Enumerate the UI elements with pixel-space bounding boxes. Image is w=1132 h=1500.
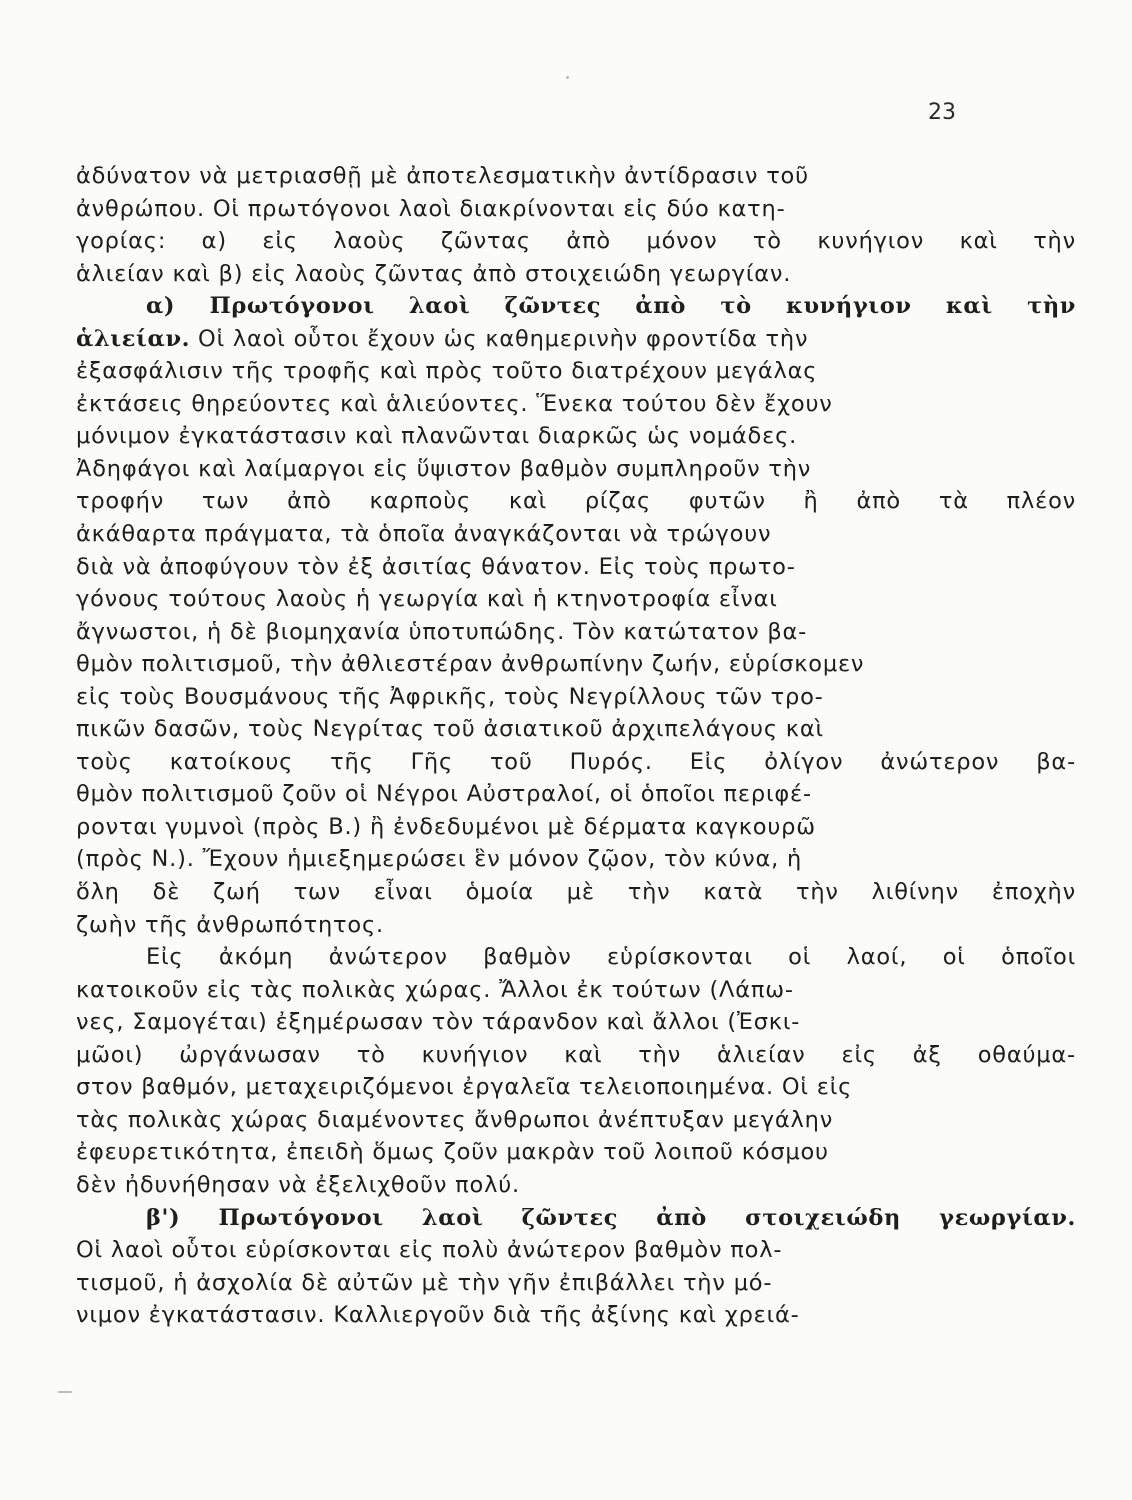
- scan-speck: [566, 76, 569, 79]
- text-line: [76, 453, 1076, 486]
- text-line: [76, 225, 1076, 258]
- text-line: [76, 1299, 1076, 1332]
- line-text: ἀνθρώπου. Οἱ πρωτόγονοι λαοὶ διακρίνονται εἰς δύο κατη-: [76, 195, 786, 222]
- line-text: Οἱ λαοὶ οὗτοι ἔχουν ὡς καθημερινὴν φροντίδα τὴν: [190, 325, 809, 352]
- line-text: τροφήν των ἀπὸ καρποὺς καὶ ρίζας φυτῶν ἢ ἀπὸ τὰ πλέον: [76, 488, 1077, 515]
- text-line: [76, 1234, 1076, 1267]
- text-line: [76, 551, 1076, 584]
- text-line: [76, 1169, 1076, 1202]
- line-text: στον βαθμόν, μεταχειριζόμενοι ἐργαλεῖα τελειοποιημένα. Οἱ εἰς: [76, 1074, 853, 1101]
- text-line: [76, 518, 1076, 551]
- line-text: ἁλιείαν καὶ β) εἰς λαοὺς ζῶντας ἀπὸ στοιχειώδη γεωργίαν.: [76, 260, 792, 287]
- line-text: θμὸν πολιτισμοῦ ζοῦν οἱ Νέγροι Αὐστραλοί, οἱ ὁποῖοι περιφέ-: [76, 781, 812, 808]
- text-line: [76, 876, 1076, 909]
- line-text: ἐφευρετικότητα, ἐπειδὴ ὅμως ζοῦν μακρὰν τοῦ λοιποῦ κόσμου: [76, 1139, 829, 1166]
- line-text: μόνιμον ἐγκατάστασιν καὶ πλανῶνται διαρκῶς ὡς νομάδες.: [76, 423, 798, 450]
- line-text: Εἰς ἀκόμη ἀνώτερον βαθμὸν εὑρίσκονται οἱ λαοί, οἱ ὁποῖοι: [146, 944, 1077, 971]
- text-line: [76, 583, 1076, 616]
- line-text: νιμον ἐγκατάστασιν. Καλλιεργοῦν διὰ τῆς ἀξίνης καὶ χρειά-: [76, 1302, 800, 1329]
- line-text: θμὸν πολιτισμοῦ, τὴν ἀθλιεστέραν ἀνθρωπίνην ζωήν, εὑρίσκομεν: [76, 651, 865, 678]
- text-line: [76, 160, 1076, 193]
- line-text: πικῶν δασῶν, τοὺς Νεγρίτας τοῦ ἀσιατικοῦ ἀρχιπελάγους καὶ: [76, 716, 824, 743]
- line-text: ἄγνωστοι, ἡ δὲ βιομηχανία ὑποτυπώδης. Τὸν κατώτατον βα-: [76, 618, 808, 645]
- line-text: νες, Σαμογέται) ἐξημέρωσαν τὸν τάρανδον καὶ ἄλλοι (Ἐσκι-: [76, 1009, 801, 1036]
- page-number: 23: [928, 100, 956, 125]
- text-line: [76, 1039, 1076, 1072]
- text-line: [76, 355, 1076, 388]
- line-text: ἀκάθαρτα πράγματα, τὰ ὁποῖα ἀναγκάζονται νὰ τρώγουν: [76, 521, 772, 548]
- text-line: [76, 941, 1076, 974]
- line-text: ἐξασφάλισιν τῆς τροφῆς καὶ πρὸς τοῦτο διατρέχουν μεγάλας: [76, 358, 818, 385]
- text-line: [76, 909, 1076, 942]
- text-line: [76, 420, 1076, 453]
- text-line: [76, 811, 1076, 844]
- line-text: γορίας: α) εἰς λαοὺς ζῶντας ἀπὸ μόνον τὸ κυνήγιον καὶ τὴν: [76, 228, 1076, 255]
- line-text: εἰς τοὺς Βουσμάνους τῆς Ἀφρικῆς, τοὺς Νεγρίλλους τῶν τρο-: [76, 683, 824, 710]
- text-line: [76, 1202, 1076, 1235]
- body-text: [76, 160, 1076, 1332]
- text-line: [76, 1104, 1076, 1137]
- text-line: [76, 323, 1076, 356]
- line-text: διὰ νὰ ἀποφύγουν τὸν ἐξ ἀσιτίας θάνατον. Εἰς τοὺς πρωτο-: [76, 553, 796, 580]
- text-line: [76, 681, 1076, 714]
- text-line: [76, 258, 1076, 291]
- line-text: ρονται γυμνοὶ (πρὸς Β.) ἢ ἐνδεδυμένοι μὲ δέρματα καγκουρῶ: [76, 813, 816, 840]
- text-line: [76, 1136, 1076, 1169]
- line-text: τὰς πολικὰς χώρας διαμένοντες ἄνθρωποι ἀνέπτυξαν μεγάλην: [76, 1106, 834, 1133]
- line-text: ὅλη δὲ ζωή των εἶναι ὁμοία μὲ τὴν κατὰ τὴν λιθίνην ἐποχὴν: [76, 879, 1076, 906]
- text-line: [76, 778, 1076, 811]
- line-text: τισμοῦ, ἡ ἀσχολία δὲ αὐτῶν μὲ τὴν γῆν ἐπιβάλλει τὴν μό-: [76, 1269, 773, 1296]
- text-line: [76, 746, 1076, 779]
- text-line: [76, 1006, 1076, 1039]
- line-text: ἀδύνατον νὰ μετριασθῇ μὲ ἀποτελεσματικὴν ἀντίδρασιν τοῦ: [76, 163, 809, 189]
- line-text: τοὺς κατοίκους τῆς Γῆς τοῦ Πυρός. Εἰς ὀλίγον ἀνώτερον βα-: [76, 748, 1076, 775]
- line-text: μῶοι) ὠργάνωσαν τὸ κυνήγιον καὶ τὴν ἁλιείαν εἰς ἀξ οθαύμα-: [76, 1041, 1076, 1068]
- text-line: [76, 713, 1076, 746]
- text-line: [76, 388, 1076, 421]
- bold-heading: β') Πρωτόγονοι λαοὶ ζῶντες ἀπὸ στοιχειώδη γεωργίαν.: [146, 1204, 1076, 1231]
- text-line: [76, 648, 1076, 681]
- line-text: Ἀδηφάγοι καὶ λαίμαργοι εἰς ὕψιστον βαθμὸν συμπληροῦν τὴν: [76, 455, 812, 482]
- line-text: δὲν ἠδυνήθησαν νὰ ἐξελιχθοῦν πολύ.: [76, 1171, 520, 1198]
- text-line: [76, 193, 1076, 226]
- text-line: [76, 485, 1076, 518]
- text-line: [76, 616, 1076, 649]
- line-text: Οἱ λαοὶ οὗτοι εὑρίσκονται εἰς πολὺ ἀνώτερον βαθμὸν πολ-: [76, 1237, 783, 1264]
- line-text: ἐκτάσεις θηρεύοντες καὶ ἁλιεύοντες. Ἕνεκα τούτου δὲν ἔχουν: [76, 390, 833, 417]
- line-text: κατοικοῦν εἰς τὰς πολικὰς χώρας. Ἄλλοι ἐκ τούτων (Λάπω-: [76, 976, 794, 1003]
- text-line: [76, 1267, 1076, 1300]
- text-line: [76, 974, 1076, 1007]
- text-line: [76, 290, 1076, 323]
- text-line: [76, 843, 1076, 876]
- text-line: [76, 1071, 1076, 1104]
- line-text: ζωὴν τῆς ἀνθρωπότητος.: [76, 911, 384, 938]
- line-text: (πρὸς Ν.). Ἔχουν ἡμιεξημερώσει ἓν μόνον ζῷον, τὸν κύνα, ἡ: [76, 846, 803, 873]
- bold-heading: α) Πρωτόγονοι λαοὶ ζῶντες ἀπὸ τὸ κυνήγιον καὶ τὴν: [146, 293, 1076, 320]
- line-text: γόνους τούτους λαοὺς ἡ γεωργία καὶ ἡ κτηνοτροφία εἶναι: [76, 586, 778, 613]
- scan-speck: [58, 1391, 72, 1393]
- bold-heading: ἁλιείαν.: [76, 325, 191, 352]
